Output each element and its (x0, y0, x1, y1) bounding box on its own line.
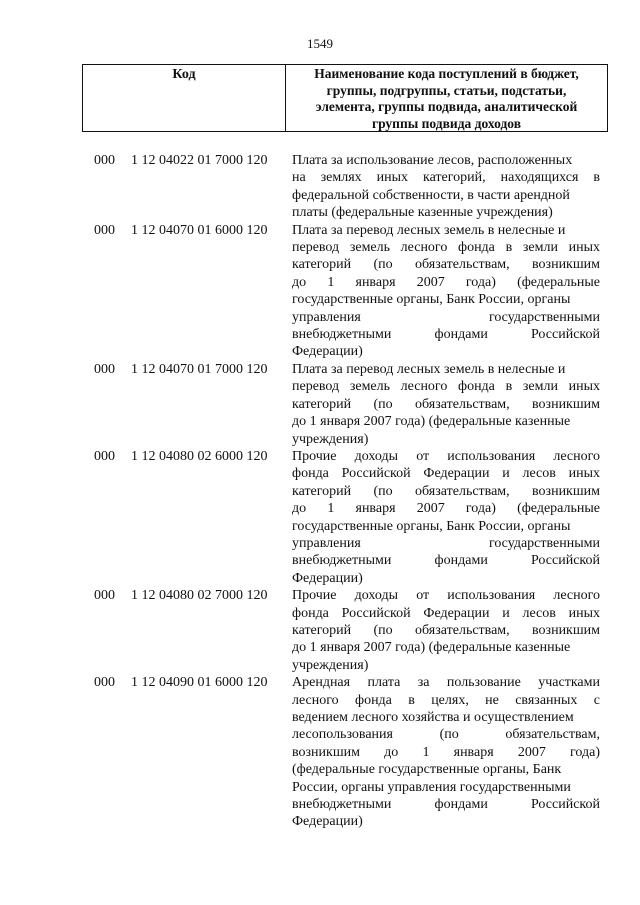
description-line: фонда Российской Федерации и лесов иных (292, 466, 600, 482)
table-row (0, 674, 640, 831)
description-line: Федерации) (292, 344, 363, 360)
description-line: до 1 января 2007 года) (федеральные (292, 274, 600, 290)
description-line: категорий (по обязательствам, возникшим (292, 622, 600, 638)
description-line: управления государственными (292, 309, 600, 325)
description-line: государственные органы, Банк России, органы (292, 292, 571, 308)
description-line: категорий (по обязательствам, возникшим (292, 257, 600, 273)
income-code: 1 12 04080 02 6000 120 (131, 448, 268, 464)
header-name-line: группы подвида доходов (371, 115, 522, 131)
table-row (0, 587, 640, 674)
table-row (0, 361, 640, 448)
header-name-line: элемента, группы подвида, аналитической (315, 99, 578, 114)
description-line: учреждения) (292, 657, 369, 673)
income-description (292, 222, 600, 361)
header-name-line: группы, подгруппы, статьи, подстатьи, (326, 82, 567, 98)
table-row (0, 222, 640, 361)
description-line: платы (федеральные казенные учреждения) (292, 205, 553, 221)
description-line: России, органы управления государственными (292, 779, 571, 795)
header-name-label (286, 65, 607, 131)
income-description (292, 361, 600, 448)
income-code: 1 12 04022 01 7000 120 (131, 153, 268, 168)
description-line: лесопользования (по обязательствам, (292, 727, 600, 743)
income-description (292, 448, 600, 587)
header-name-line: Наименование кода поступлений в бюджет, (314, 66, 579, 81)
description-line: лесного фонда в целях, не связанных с (292, 692, 600, 708)
description-line: фонда Российской Федерации и лесов иных (292, 605, 600, 621)
description-line: до 1 января 2007 года) (федеральные (292, 501, 600, 517)
description-line: Плата за перевод лесных земель в нелесные и (292, 222, 566, 238)
table-row (0, 152, 640, 222)
description-line: перевод земель лесного фонда в земли иных (292, 240, 600, 256)
description-line: внебюджетными фондами Российской (292, 553, 600, 569)
description-line: на землях иных категорий, находящихся в (292, 170, 600, 186)
income-code: 1 12 04070 01 7000 120 (131, 361, 268, 377)
description-line: категорий (по обязательствам, возникшим (292, 483, 600, 499)
income-code: 1 12 04090 01 6000 120 (131, 675, 268, 691)
description-line: ведением лесного хозяйства и осуществлением (292, 710, 574, 725)
description-line: учреждения) (292, 431, 369, 447)
admin-code: 000 (94, 588, 115, 604)
page-number: 1549 (307, 36, 333, 51)
description-line: Плата за перевод лесных земель в нелесные и (292, 361, 566, 377)
income-code: 1 12 04080 02 7000 120 (131, 588, 268, 604)
table-body (0, 152, 640, 831)
description-line: перевод земель лесного фонда в земли иных (292, 379, 600, 395)
income-description (292, 587, 600, 674)
description-line: государственные органы, Банк России, органы (292, 518, 571, 534)
description-line: Плата за использование лесов, расположенных (292, 153, 573, 168)
description-line: Федерации) (292, 814, 363, 830)
description-line: внебюджетными фондами Российской (292, 327, 600, 343)
description-line: Прочие доходы от использования лесного (292, 448, 600, 464)
admin-code: 000 (94, 448, 115, 464)
description-line: Прочие доходы от использования лесного (292, 588, 600, 604)
description-line: до 1 января 2007 года) (федеральные казенные (292, 640, 571, 656)
income-description (292, 152, 600, 222)
description-line: до 1 января 2007 года) (федеральные казенные (292, 414, 571, 430)
admin-code: 000 (94, 361, 115, 377)
income-code: 1 12 04070 01 6000 120 (131, 222, 268, 238)
description-line: управления государственными (292, 535, 600, 551)
table-row (0, 448, 640, 587)
description-line: федеральной собственности, в части арендной (292, 187, 570, 203)
description-line: Федерации) (292, 570, 363, 586)
admin-code: 000 (94, 675, 115, 691)
description-line: внебюджетными фондами Российской (292, 797, 600, 813)
income-description (292, 674, 600, 831)
description-line: категорий (по обязательствам, возникшим (292, 396, 600, 412)
header-code-label: Код (83, 65, 286, 131)
admin-code: 000 (94, 153, 115, 168)
admin-code: 000 (94, 222, 115, 238)
description-line: возникшим до 1 января 2007 года) (292, 744, 600, 760)
description-line: Арендная плата за пользование участками (292, 675, 600, 691)
description-line: (федеральные государственные органы, Банк (292, 762, 562, 778)
table-header (82, 64, 608, 132)
